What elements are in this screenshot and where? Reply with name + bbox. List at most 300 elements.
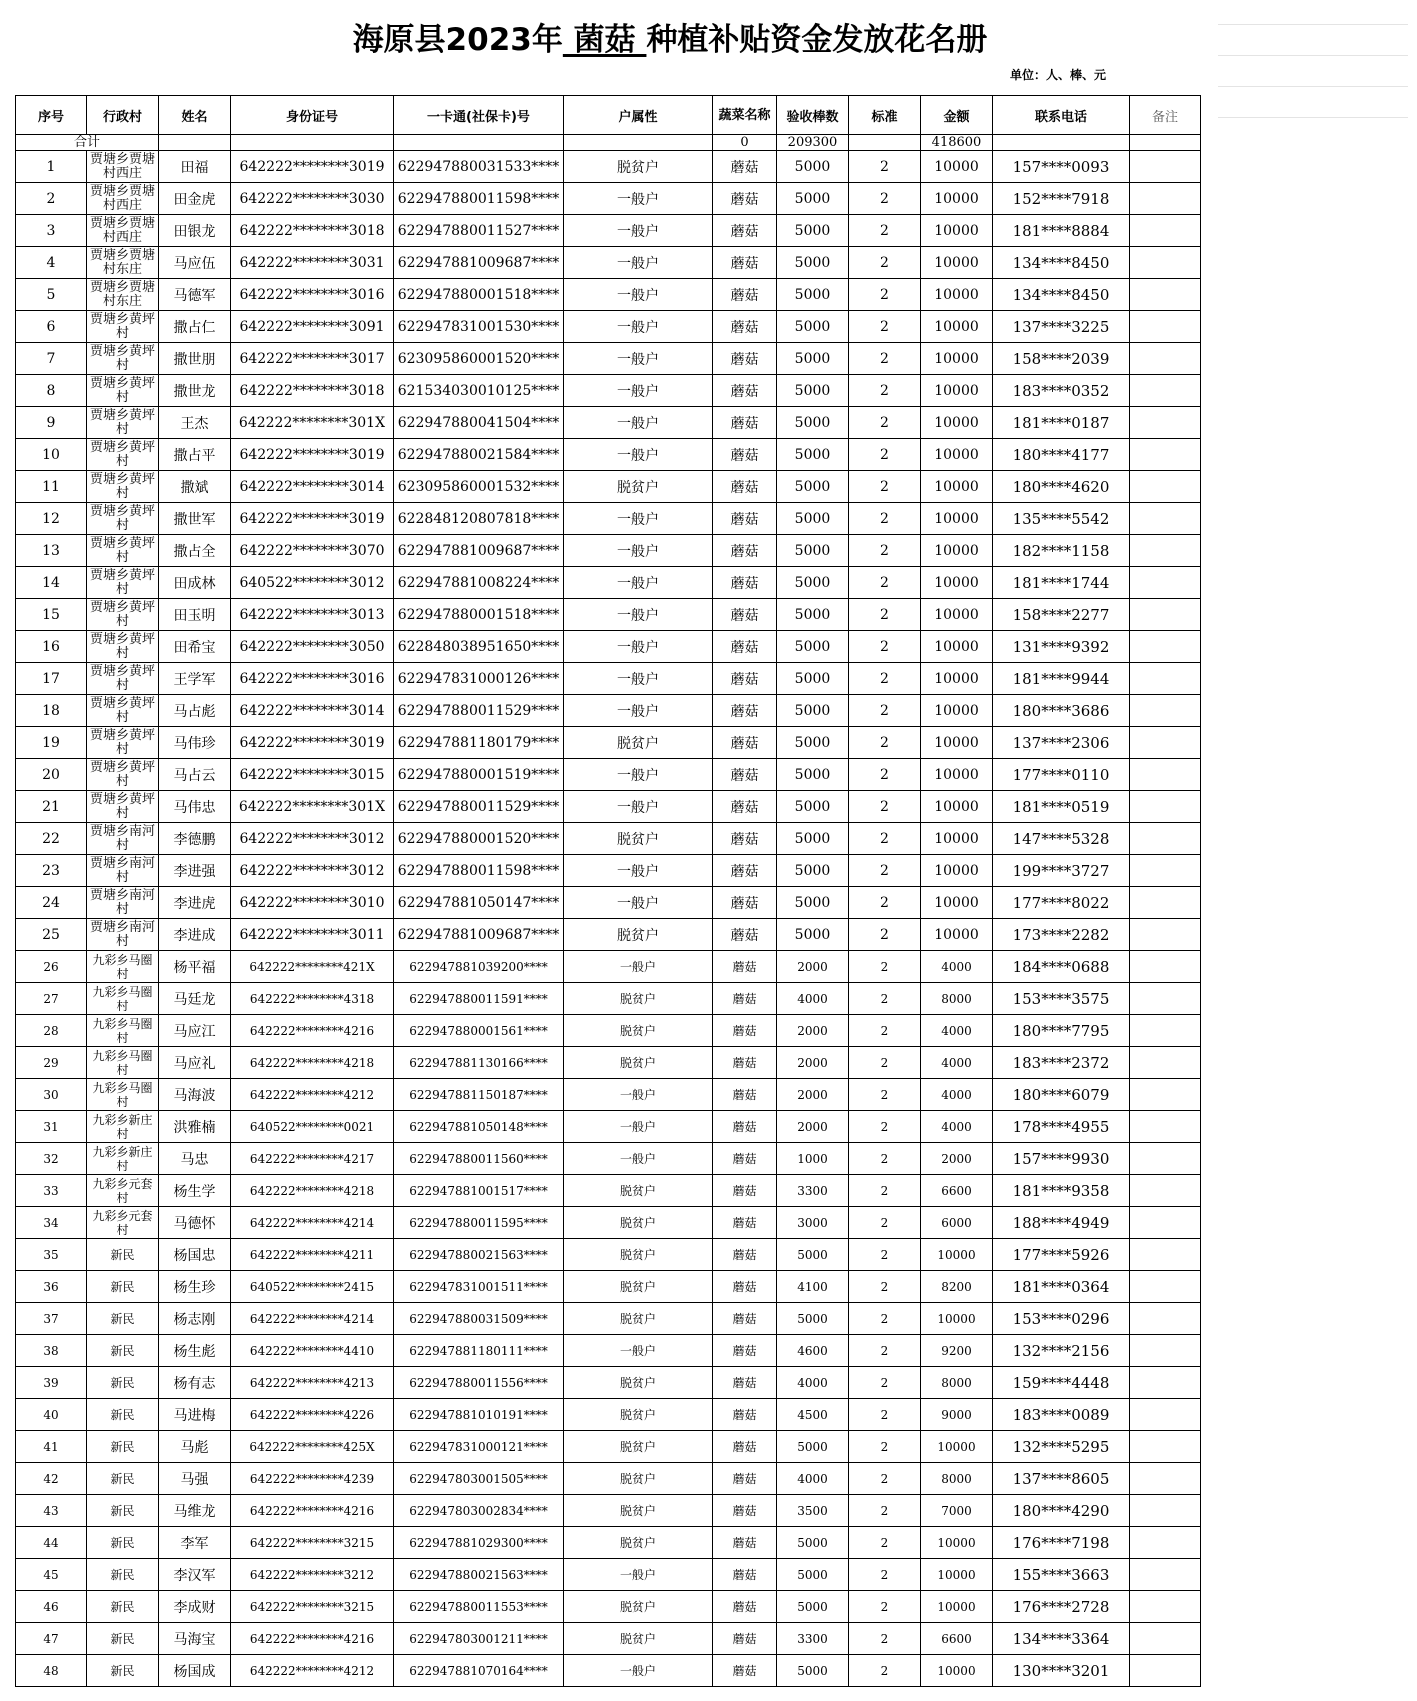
cell-name: 撒占仁 [159,311,231,343]
cell-village: 新民 [87,1591,159,1623]
cell-standard: 2 [849,1111,921,1143]
cell-card: 622947881009687**** [394,535,564,567]
cell-id: 642222********3215 [231,1591,394,1623]
cell-sticks: 3300 [777,1175,849,1207]
cell-note [1130,1399,1201,1431]
cell-vegetable: 蘑菇 [713,375,777,407]
cell-id: 640522********0021 [231,1111,394,1143]
cell-vegetable: 蘑菇 [713,1239,777,1271]
table-row [16,1111,1201,1143]
cell-standard: 2 [849,663,921,695]
cell-household: 脱贫户 [564,1015,713,1047]
cell-seq: 42 [16,1463,87,1495]
table-row [16,1527,1201,1559]
cell-id: 642222********3013 [231,599,394,631]
page-title [0,14,1340,59]
cell-standard: 2 [849,951,921,983]
cell-vegetable: 蘑菇 [713,1047,777,1079]
cell-sticks: 4100 [777,1271,849,1303]
cell-sticks: 5000 [777,919,849,951]
cell-vegetable: 蘑菇 [713,151,777,183]
cell-standard: 2 [849,1623,921,1655]
cell-seq: 46 [16,1591,87,1623]
table-row [16,1271,1201,1303]
cell-vegetable: 蘑菇 [713,695,777,727]
cell-id: 642222********4410 [231,1335,394,1367]
cell-household: 脱贫户 [564,1591,713,1623]
cell-phone: 181****9944 [993,663,1130,695]
cell-phone: 157****0093 [993,151,1130,183]
cell-vegetable: 蘑菇 [713,183,777,215]
table-row [16,1335,1201,1367]
cell-name: 李军 [159,1527,231,1559]
cell-seq: 14 [16,567,87,599]
cell-phone: 158****2039 [993,343,1130,375]
header-name: 姓名 [159,96,231,135]
cell-amount: 10000 [921,823,993,855]
cell-name: 王学军 [159,663,231,695]
cell-note [1130,1335,1201,1367]
cell-phone: 180****7795 [993,1015,1130,1047]
cell-household: 一般户 [564,503,713,535]
cell-note [1130,1015,1201,1047]
table-row [16,567,1201,599]
cell-phone: 130****3201 [993,1655,1130,1687]
cell-note [1130,183,1201,215]
cell-seq: 12 [16,503,87,535]
cell-amount: 10000 [921,183,993,215]
cell-sticks: 4000 [777,1367,849,1399]
table-row [16,151,1201,183]
cell-sticks: 3300 [777,1623,849,1655]
cell-amount: 10000 [921,855,993,887]
cell-household: 一般户 [564,855,713,887]
cell-amount: 10000 [921,567,993,599]
table-row [16,215,1201,247]
cell-amount: 10000 [921,791,993,823]
cell-village: 贾塘乡南河村 [87,855,159,887]
cell-amount: 10000 [921,503,993,535]
cell-household: 一般户 [564,567,713,599]
table-row [16,375,1201,407]
cell-seq: 26 [16,951,87,983]
cell-household: 一般户 [564,1111,713,1143]
cell-vegetable: 蘑菇 [713,1015,777,1047]
cell-village: 新民 [87,1431,159,1463]
table-row [16,1591,1201,1623]
cell-card: 622947881180179**** [394,727,564,759]
cell-phone: 134****8450 [993,279,1130,311]
cell-amount: 6600 [921,1175,993,1207]
cell-standard: 2 [849,1399,921,1431]
cell-sticks: 5000 [777,535,849,567]
cell-id: 642222********4216 [231,1495,394,1527]
cell-amount: 10000 [921,1431,993,1463]
cell-village: 新民 [87,1559,159,1591]
cell-sticks: 4000 [777,983,849,1015]
cell-phone: 181****9358 [993,1175,1130,1207]
cell-card: 622947803001211**** [394,1623,564,1655]
cell-vegetable: 蘑菇 [713,1143,777,1175]
cell-standard: 2 [849,983,921,1015]
cell-standard: 2 [849,823,921,855]
header-sticks: 验收棒数 [777,96,849,135]
cell-name: 李进强 [159,855,231,887]
cell-name: 撒世军 [159,503,231,535]
cell-name: 田福 [159,151,231,183]
cell-household: 脱贫户 [564,823,713,855]
table-row [16,1655,1201,1687]
cell-phone: 152****7918 [993,183,1130,215]
cell-household: 脱贫户 [564,1303,713,1335]
cell-id: 642222********3215 [231,1527,394,1559]
cell-amount: 10000 [921,1527,993,1559]
cell-note [1130,535,1201,567]
cell-village: 九彩乡马圈村 [87,983,159,1015]
cell-village: 新民 [87,1271,159,1303]
cell-note [1130,727,1201,759]
cell-sticks: 5000 [777,1431,849,1463]
table-row [16,1175,1201,1207]
cell-vegetable: 蘑菇 [713,1399,777,1431]
cell-card: 622947831000121**** [394,1431,564,1463]
cell-standard: 2 [849,471,921,503]
cell-standard: 2 [849,727,921,759]
cell-id: 642222********4226 [231,1399,394,1431]
cell-amount: 4000 [921,1015,993,1047]
cell-card: 621534030010125**** [394,375,564,407]
cell-village: 贾塘乡黄坪村 [87,695,159,727]
total-empty [849,135,921,151]
cell-standard: 2 [849,1175,921,1207]
cell-vegetable: 蘑菇 [713,247,777,279]
table-row [16,1015,1201,1047]
cell-phone: 183****0352 [993,375,1130,407]
cell-sticks: 5000 [777,791,849,823]
cell-household: 脱贫户 [564,727,713,759]
cell-village: 贾塘乡黄坪村 [87,311,159,343]
cell-name: 田成林 [159,567,231,599]
cell-phone: 134****8450 [993,247,1130,279]
cell-phone: 159****4448 [993,1367,1130,1399]
cell-household: 脱贫户 [564,1271,713,1303]
cell-seq: 23 [16,855,87,887]
table-row [16,919,1201,951]
cell-id: 642222********4213 [231,1367,394,1399]
cell-note [1130,887,1201,919]
cell-note [1130,279,1201,311]
cell-id: 642222********4217 [231,1143,394,1175]
cell-sticks: 5000 [777,1303,849,1335]
cell-vegetable: 蘑菇 [713,1111,777,1143]
cell-household: 一般户 [564,631,713,663]
cell-card: 622947880031509**** [394,1303,564,1335]
cell-card: 622947881180111**** [394,1335,564,1367]
cell-seq: 3 [16,215,87,247]
cell-phone: 158****2277 [993,599,1130,631]
cell-card: 622947880001519**** [394,759,564,791]
cell-seq: 41 [16,1431,87,1463]
cell-standard: 2 [849,1303,921,1335]
cell-id: 642222********4212 [231,1079,394,1111]
cell-vegetable: 蘑菇 [713,1623,777,1655]
cell-note [1130,1367,1201,1399]
cell-note [1130,1431,1201,1463]
cell-village: 贾塘乡黄坪村 [87,759,159,791]
cell-note [1130,983,1201,1015]
cell-card: 622947880031533**** [394,151,564,183]
cell-sticks: 5000 [777,439,849,471]
table-row [16,727,1201,759]
cell-village: 贾塘乡黄坪村 [87,791,159,823]
cell-village: 新民 [87,1367,159,1399]
table-row [16,695,1201,727]
cell-village: 贾塘乡贾塘村西庄 [87,183,159,215]
cell-household: 一般户 [564,695,713,727]
cell-amount: 8000 [921,1367,993,1399]
cell-sticks: 5000 [777,1655,849,1687]
cell-standard: 2 [849,1335,921,1367]
cell-phone: 180****4620 [993,471,1130,503]
cell-id: 642222********3030 [231,183,394,215]
cell-id: 642222********3016 [231,279,394,311]
cell-phone: 181****1744 [993,567,1130,599]
cell-id: 642222********3016 [231,663,394,695]
cell-note [1130,951,1201,983]
header-amount: 金额 [921,96,993,135]
cell-sticks: 5000 [777,855,849,887]
cell-seq: 30 [16,1079,87,1111]
cell-sticks: 5000 [777,599,849,631]
cell-standard: 2 [849,215,921,247]
cell-id: 642222********3010 [231,887,394,919]
cell-id: 642222********4239 [231,1463,394,1495]
total-empty [159,135,231,151]
cell-amount: 9000 [921,1399,993,1431]
cell-village: 新民 [87,1463,159,1495]
table-row [16,631,1201,663]
cell-standard: 2 [849,1591,921,1623]
cell-amount: 8000 [921,1463,993,1495]
cell-seq: 47 [16,1623,87,1655]
cell-id: 642222********3012 [231,823,394,855]
cell-village: 新民 [87,1495,159,1527]
cell-seq: 13 [16,535,87,567]
sheet-gridlines [1218,0,1408,150]
cell-village: 新民 [87,1239,159,1271]
table-row [16,247,1201,279]
cell-phone: 132****5295 [993,1431,1130,1463]
cell-vegetable: 蘑菇 [713,471,777,503]
cell-id: 640522********2415 [231,1271,394,1303]
cell-seq: 5 [16,279,87,311]
cell-id: 642222********3070 [231,535,394,567]
cell-note [1130,663,1201,695]
cell-standard: 2 [849,1463,921,1495]
cell-amount: 10000 [921,887,993,919]
cell-seq: 10 [16,439,87,471]
cell-village: 九彩乡新庄村 [87,1111,159,1143]
cell-card: 622947881009687**** [394,247,564,279]
cell-household: 一般户 [564,1143,713,1175]
cell-sticks: 2000 [777,1015,849,1047]
cell-sticks: 5000 [777,375,849,407]
cell-sticks: 5000 [777,343,849,375]
cell-note [1130,439,1201,471]
cell-note [1130,1271,1201,1303]
cell-phone: 183****0089 [993,1399,1130,1431]
cell-card: 622947831001511**** [394,1271,564,1303]
cell-seq: 2 [16,183,87,215]
cell-amount: 10000 [921,727,993,759]
cell-standard: 2 [849,919,921,951]
table-row [16,1431,1201,1463]
cell-note [1130,1463,1201,1495]
cell-standard: 2 [849,1431,921,1463]
cell-amount: 10000 [921,919,993,951]
cell-card: 622947881008224**** [394,567,564,599]
cell-card: 622848038951650**** [394,631,564,663]
cell-phone: 181****8884 [993,215,1130,247]
cell-amount: 10000 [921,375,993,407]
total-label: 合计 [16,135,159,151]
cell-vegetable: 蘑菇 [713,343,777,375]
cell-phone: 176****7198 [993,1527,1130,1559]
cell-sticks: 5000 [777,1239,849,1271]
cell-vegetable: 蘑菇 [713,215,777,247]
cell-note [1130,407,1201,439]
cell-sticks: 5000 [777,823,849,855]
table-row [16,407,1201,439]
cell-phone: 199****3727 [993,855,1130,887]
cell-amount: 4000 [921,1111,993,1143]
header-row [16,96,1201,135]
total-empty [394,135,564,151]
cell-standard: 2 [849,887,921,919]
cell-standard: 2 [849,1239,921,1271]
cell-name: 杨生彪 [159,1335,231,1367]
cell-amount: 10000 [921,247,993,279]
cell-id: 642222********3018 [231,215,394,247]
cell-village: 贾塘乡南河村 [87,823,159,855]
cell-phone: 176****2728 [993,1591,1130,1623]
table-row [16,599,1201,631]
cell-phone: 180****3686 [993,695,1130,727]
cell-id: 642222********3017 [231,343,394,375]
cell-name: 马海宝 [159,1623,231,1655]
cell-village: 贾塘乡黄坪村 [87,439,159,471]
cell-standard: 2 [849,1559,921,1591]
cell-household: 一般户 [564,663,713,695]
cell-phone: 153****0296 [993,1303,1130,1335]
cell-phone: 184****0688 [993,951,1130,983]
cell-id: 642222********4216 [231,1623,394,1655]
total-empty [993,135,1130,151]
header-village: 行政村 [87,96,159,135]
table-row [16,983,1201,1015]
cell-name: 杨有志 [159,1367,231,1399]
cell-standard: 2 [849,279,921,311]
cell-amount: 8200 [921,1271,993,1303]
cell-sticks: 5000 [777,407,849,439]
cell-village: 贾塘乡黄坪村 [87,567,159,599]
cell-sticks: 3000 [777,1207,849,1239]
cell-name: 撒世龙 [159,375,231,407]
cell-card: 622947880021584**** [394,439,564,471]
cell-note [1130,1175,1201,1207]
cell-village: 九彩乡马圈村 [87,1079,159,1111]
cell-card: 622947880011527**** [394,215,564,247]
cell-village: 新民 [87,1303,159,1335]
cell-standard: 2 [849,855,921,887]
cell-card: 622947880011598**** [394,855,564,887]
cell-village: 贾塘乡贾塘村西庄 [87,215,159,247]
cell-seq: 29 [16,1047,87,1079]
cell-village: 贾塘乡黄坪村 [87,407,159,439]
cell-amount: 6000 [921,1207,993,1239]
cell-village: 贾塘乡贾塘村东庄 [87,247,159,279]
cell-name: 马彪 [159,1431,231,1463]
cell-amount: 8000 [921,983,993,1015]
cell-seq: 27 [16,983,87,1015]
cell-vegetable: 蘑菇 [713,1271,777,1303]
cell-name: 杨国成 [159,1655,231,1687]
cell-amount: 10000 [921,311,993,343]
cell-id: 642222********3015 [231,759,394,791]
cell-amount: 10000 [921,1303,993,1335]
cell-household: 一般户 [564,1079,713,1111]
cell-seq: 15 [16,599,87,631]
cell-card: 622947881029300**** [394,1527,564,1559]
cell-name: 撒斌 [159,471,231,503]
cell-id: 642222********3014 [231,695,394,727]
cell-sticks: 2000 [777,1111,849,1143]
cell-household: 一般户 [564,215,713,247]
cell-phone: 147****5328 [993,823,1130,855]
table-row [16,887,1201,919]
cell-name: 撒占平 [159,439,231,471]
cell-note [1130,1623,1201,1655]
cell-standard: 2 [849,695,921,727]
cell-standard: 2 [849,311,921,343]
table-row [16,1239,1201,1271]
cell-vegetable: 蘑菇 [713,983,777,1015]
cell-note [1130,1655,1201,1687]
cell-id: 642222********4212 [231,1655,394,1687]
cell-household: 脱贫户 [564,1495,713,1527]
table-row [16,1559,1201,1591]
cell-amount: 10000 [921,695,993,727]
cell-standard: 2 [849,1079,921,1111]
cell-amount: 7000 [921,1495,993,1527]
cell-note [1130,215,1201,247]
cell-name: 李进成 [159,919,231,951]
total-amount: 418600 [921,135,993,151]
cell-village: 贾塘乡南河村 [87,919,159,951]
cell-sticks: 3500 [777,1495,849,1527]
table-row [16,1623,1201,1655]
table-row [16,183,1201,215]
table-row [16,343,1201,375]
table-row [16,1303,1201,1335]
total-empty [1130,135,1201,151]
cell-sticks: 5000 [777,471,849,503]
total-sticks: 209300 [777,135,849,151]
cell-card: 622848120807818**** [394,503,564,535]
cell-card: 622947803002834**** [394,1495,564,1527]
cell-phone: 135****5542 [993,503,1130,535]
cell-standard: 2 [849,1271,921,1303]
